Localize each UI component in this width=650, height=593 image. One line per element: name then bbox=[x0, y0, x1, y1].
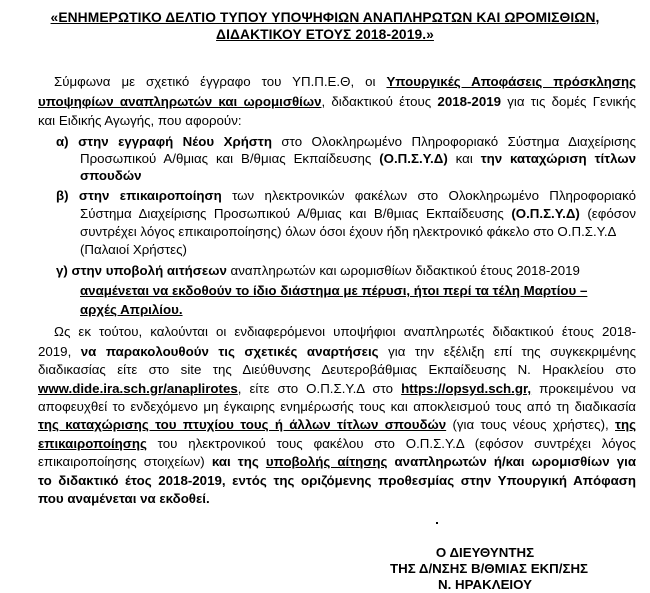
item-b-line-4: (Παλαιοί Χρήστες) bbox=[80, 242, 187, 257]
item-b-line-3: συντρέχει λόγος επικαιροποίησης) όλων όσοι έχουν ήδη ηλεκτρονικό φάκελο στο Ο.Π.Σ.Υ.Δ bbox=[80, 224, 617, 239]
item-a-line-3 bbox=[80, 168, 141, 184]
para2-bold-text: της bbox=[615, 417, 636, 432]
candidates-text: υποψηφίων αναπληρωτών και ωρομισθίων bbox=[38, 94, 322, 109]
opsyd-acronym: (Ο.Π.Σ.Υ.Δ) bbox=[379, 151, 448, 166]
follow-announcements-text: να παρακολουθούν τις σχετικές αναρτήσεις bbox=[80, 344, 379, 359]
item-b-label: β) στην επικαιροποίηση bbox=[56, 188, 222, 203]
para2-bold-text: το διδακτικό έτος 2018-2019, εντός της οριζόμενης προθεσμίας στην Υπουργική Απόφαση bbox=[38, 473, 636, 488]
item-c-line-3 bbox=[80, 302, 183, 318]
para2-line-4 bbox=[38, 381, 636, 397]
opsyd-website-link[interactable]: https://opsyd.sch.gr, bbox=[401, 381, 532, 396]
para2-line-5: αποφευχθεί το ενδεχόμενο μη έγκαιρης ενημέρωσής τους και αποκλεισμού τους από τη διαδικασία bbox=[38, 399, 636, 414]
para2-bold-text: και της bbox=[211, 454, 266, 469]
signature-location: Ν. ΗΡΑΚΛΕΙΟΥ bbox=[438, 577, 532, 592]
item-a-bold-text: την καταχώριση τίτλων bbox=[480, 151, 636, 166]
para2-text: προκειμένου να bbox=[531, 381, 636, 396]
expected-date-text: αρχές Απριλίου. bbox=[80, 302, 183, 317]
intro-line-1 bbox=[38, 74, 636, 90]
opsyd-acronym: (Ο.Π.Σ.Υ.Δ) bbox=[511, 206, 580, 221]
para2-bold-text: που αναμένεται να εκδοθεί. bbox=[38, 491, 210, 506]
para2-text: επικαιροποίησης στοιχείων) bbox=[38, 454, 212, 469]
intro-line-3: και Ειδικής Αγωγής, που αφορούν: bbox=[38, 113, 242, 128]
signature-title: Ο ΔΙΕΥΘΥΝΤΗΣ bbox=[435, 545, 535, 560]
item-b-text: (εφόσον bbox=[579, 206, 636, 221]
para2-line-3: διαδικασίας είτε στο site της Διεύθυνσης Δευτεροβάθμιας Εκπαίδευσης Ν. Ηρακλείου στο bbox=[38, 362, 636, 377]
item-c-text: αναπληρωτών και ωρομισθίων διδακτικού έτους 2018-2019 bbox=[226, 263, 580, 278]
item-a-text: στο Ολοκληρωμένο Πληροφοριακό Σύστημα Διαχείρισης bbox=[271, 134, 636, 149]
item-b-text: των ηλεκτρονικών φακέλων στο Ολοκληρωμένο Πληροφοριακό bbox=[221, 188, 637, 203]
item-a-text: και bbox=[447, 151, 481, 166]
para2-line-2 bbox=[38, 344, 636, 360]
para2-text: για την εξέλιξη επί της συγκεκριμένης bbox=[378, 344, 636, 359]
item-c-line-2 bbox=[80, 283, 587, 299]
item-c-line-1 bbox=[56, 263, 580, 279]
intro-text: , διδακτικού έτους bbox=[321, 94, 438, 109]
para2-line-6 bbox=[38, 417, 636, 433]
intro-text: για τις δομές Γενικής bbox=[501, 94, 636, 109]
para2-bold-text: αναπληρωτών ή/και ωρομισθίων για bbox=[387, 454, 636, 469]
para2-line-10 bbox=[38, 491, 210, 507]
signature-department: ΤΗΣ Δ/ΝΣΗΣ Β/ΘΜΙΑΣ ΕΚΠ/ΣΗΣ bbox=[390, 561, 589, 576]
school-year: 2018-2019 bbox=[437, 94, 502, 109]
item-b-text: Σύστημα Διαχείρισης Προσωπικού Α/θμιας και Β/θμιας Εκπαίδευσης bbox=[80, 206, 512, 221]
item-b-line-2 bbox=[80, 206, 636, 222]
para2-text: του ηλεκτρονικού τους φακέλου στο Ο.Π.Σ.Υ.Δ (εφόσον συντρέχει λόγος bbox=[146, 436, 636, 451]
intro-line-2 bbox=[38, 94, 636, 110]
document-title-line-2: ΔΙΔΑΚΤΙΚΟΥ ΕΤΟΥΣ 2018-2019.» bbox=[216, 27, 434, 42]
intro-text: Σύμφωνα με σχετικό έγγραφο του ΥΠ.Π.Ε.Θ, οι bbox=[54, 74, 387, 89]
item-a-line-1 bbox=[56, 134, 636, 150]
para2-text: Ως εκ τούτου, καλούνται οι ενδιαφερόμενοι υποψήφιοι αναπληρωτές διδακτικού έτους 2018- bbox=[54, 324, 636, 339]
item-a-label: α) στην εγγραφή Νέου Χρήστη bbox=[56, 134, 272, 149]
item-b-line-1 bbox=[56, 188, 636, 204]
item-a-line-2 bbox=[80, 151, 636, 167]
item-c-label: γ) στην υποβολή αιτήσεων bbox=[56, 263, 227, 278]
item-a-bold-text: σπουδών bbox=[80, 168, 142, 183]
para2-line-7 bbox=[38, 436, 636, 452]
para2-line-1 bbox=[38, 324, 636, 340]
degree-registration-text: της καταχώρισης του πτυχίου τους ή άλλων τίτλων σπουδών bbox=[38, 417, 447, 432]
ministerial-decisions-link-text: Υπουργικές Αποφάσεις πρόσκλησης bbox=[386, 74, 636, 89]
item-a-text: Προσωπικού Α/θμιας και Β/θμιας Εκπαίδευσης bbox=[80, 151, 380, 166]
update-file-text: επικαιροποίησης bbox=[38, 436, 147, 451]
document-title-line-1: «ΕΝΗΜΕΡΩΤΙΚΟ ΔΕΛΤΙΟ ΤΥΠΟΥ ΥΠΟΨΗΦΙΩΝ ΑΝΑΠΛΗΡΩΤΩΝ ΚΑΙ ΩΡΟΜΙΣΘΙΩΝ, bbox=[50, 10, 600, 25]
application-submission-text: υποβολής αίτησης bbox=[265, 454, 388, 469]
para2-text: 2019, bbox=[38, 344, 81, 359]
expected-date-text: αναμένεται να εκδοθούν το ίδιο διάστημα με πέρυσι, ήτοι περί τα τέλη Μαρτίου – bbox=[80, 283, 588, 298]
para2-text: , είτε στο Ο.Π.Σ.Υ.Δ στο bbox=[237, 381, 402, 396]
para2-line-9 bbox=[38, 473, 636, 489]
para2-line-8 bbox=[38, 454, 636, 470]
para2-text: (για τους νέους χρήστες), bbox=[446, 417, 616, 432]
dide-website-link[interactable]: www.dide.ira.sch.gr/anaplirotes bbox=[38, 381, 238, 396]
separator-dot bbox=[436, 522, 438, 524]
